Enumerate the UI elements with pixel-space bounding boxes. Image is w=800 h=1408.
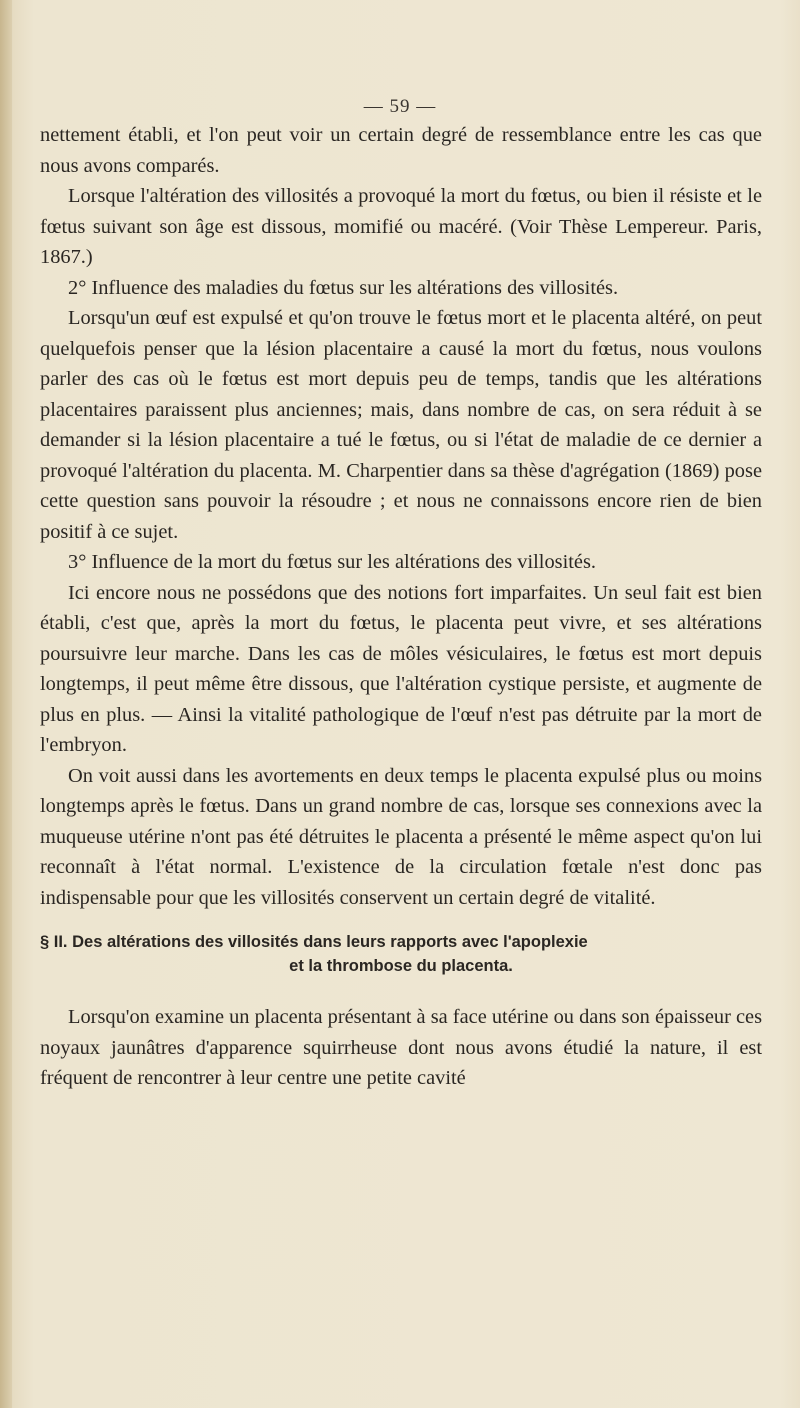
- section-heading-line1: § II. Des altérations des villosités dans leurs rapports avec l'apoplexie: [40, 933, 588, 951]
- paragraph-continuation: nettement établi, et l'on peut voir un certain degré de ressemblance entre les cas que nous avons comparés.: [40, 124, 762, 177]
- paragraph-ici-encore: Ici encore nous ne possédons que des notions fort imparfaites. Un seul fait est bien établi, c'est que, après la mort du fœtus, le placenta peut vivre, et ses altérations poursuivre leur marche. Dans les cas de môles vésiculaires, le fœtus est mort depuis longtemps, il peut même être dissous, que l'altération cystique persiste, et augmente de plus en plus. — Ainsi la vitalité pathologique de l'œuf n'est pas détruite par la mort de l'embryon.: [40, 581, 762, 756]
- body-text: [40, 120, 762, 1094]
- paragraph-avortements: On voit aussi dans les avortements en deux temps le placenta expulsé plus ou moins longtemps après le fœtus. Dans un grand nombre de cas, lorsque ses connexions avec la muqueuse utérine n'ont pas été détruites le placenta a présenté le même aspect qu'on lui reconnaît à l'état normal. L'existence de la circulation fœtale n'est donc pas indispensable pour que les villosités conservent un certain degré de vitalité.: [40, 764, 762, 909]
- subheading-influence-maladies: 2° Influence des maladies du fœtus sur les altérations des villosités.: [68, 276, 619, 299]
- paragraph-lorsque-alteration: Lorsque l'altération des villosités a provoqué la mort du fœtus, ou bien il résiste et le fœtus suivant son âge est dissous, momifié ou macéré. (Voir Thèse Lempereur. Paris, 1867.): [40, 185, 762, 268]
- book-spine-shadow: [0, 0, 12, 1408]
- subheading-influence-mort: 3° Influence de la mort du fœtus sur les altérations des villosités.: [68, 551, 596, 573]
- paragraph-oeuf-expulse: Lorsqu'un œuf est expulsé et qu'on trouve le fœtus mort et le placenta altéré, on peut quelquefois penser que la lésion placentaire a causé la mort du fœtus, nous voulons parler des cas où le fœtus est mort depuis peu de temps, tandis que les altérations placentaires paraissent plus anciennes; mais, dans nombre de cas, on sera réduit à se demander si la lésion placentaire a tué le fœtus, ou si l'état de maladie de ce dernier a provoqué l'altération du placenta. M. Charpentier dans sa thèse d'agrégation (1869) pose cette question sans pouvoir la résoudre ; et nous ne connaissons encore rien de bien positif à ce sujet.: [40, 307, 762, 543]
- page-number: — 59 —: [363, 96, 437, 117]
- section-heading-line2: et la thrombose du placenta.: [289, 957, 513, 975]
- section-heading: [40, 930, 762, 978]
- paragraph-placenta-examine: Lorsqu'on examine un placenta présentant à sa face utérine ou dans son épaisseur ces noyaux jaunâtres d'apparence squirrheuse dont nous avons étudié la nature, il est fréquent de rencontrer à leur centre une petite cavité: [40, 1006, 762, 1089]
